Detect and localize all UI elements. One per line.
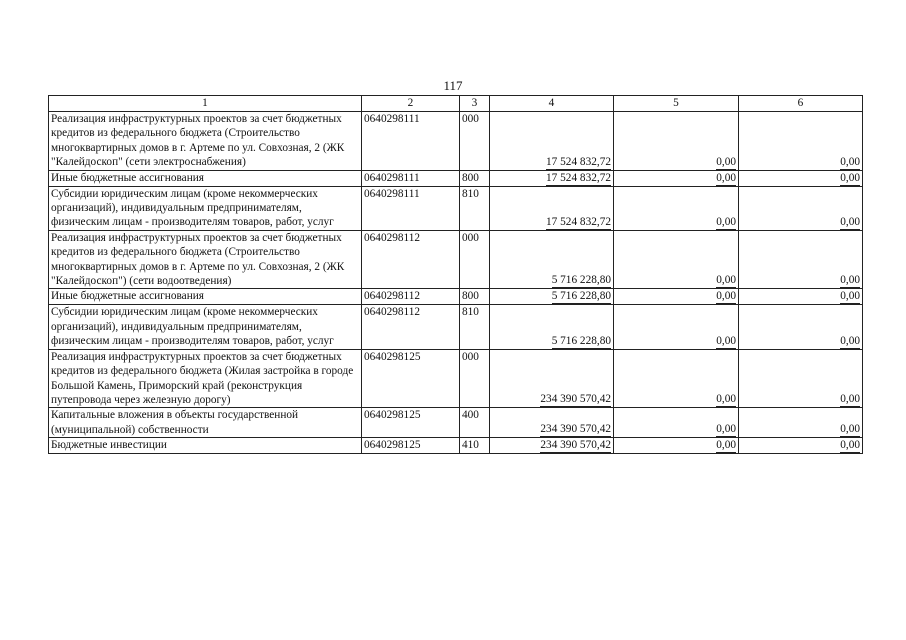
row-code: 0640298125 — [362, 408, 460, 438]
row-name: Реализация инфраструктурных проектов за счет бюджетных кредитов из федерального бюджета (Строительство многоквартирных домов в г. Артеме по ул. Совхозная, 2 (ЖК "Калейдоскоп" (сети электроснабжения) — [49, 112, 362, 171]
row-expense-type: 800 — [460, 170, 490, 186]
row-amount-col4 — [490, 289, 614, 305]
row-name: Реализация инфраструктурных проектов за счет бюджетных кредитов из федерального бюджета (Строительство многоквартирных домов в г. Артеме по ул. Совхозная, 2 (ЖК "Калейдоскоп") (сети водоотведения) — [49, 230, 362, 289]
row-amount-col6 — [739, 349, 863, 408]
table-row — [49, 289, 863, 305]
row-amount-col5-value: 0,00 — [716, 423, 736, 436]
row-amount-col5 — [614, 349, 739, 408]
row-amount-col5 — [614, 186, 739, 230]
row-expense-type: 000 — [460, 349, 490, 408]
table-row — [49, 230, 863, 289]
row-amount-col4 — [490, 349, 614, 408]
row-amount-col5 — [614, 230, 739, 289]
row-amount-col4-value: 5 716 228,80 — [551, 290, 611, 303]
column-header-row — [49, 96, 863, 112]
row-amount-col6 — [739, 186, 863, 230]
row-amount-col4-value: 17 524 832,72 — [546, 215, 611, 228]
column-header: 6 — [739, 96, 863, 112]
budget-table-body — [49, 96, 863, 454]
row-expense-type: 810 — [460, 186, 490, 230]
row-code: 0640298125 — [362, 438, 460, 454]
column-header: 4 — [490, 96, 614, 112]
table-row — [49, 349, 863, 408]
row-amount-col4 — [490, 112, 614, 171]
row-name: Иные бюджетные ассигнования — [49, 289, 362, 305]
row-code: 0640298112 — [362, 305, 460, 349]
row-amount-col5-value: 0,00 — [716, 393, 736, 406]
row-amount-col6-value: 0,00 — [840, 155, 860, 168]
table-row — [49, 305, 863, 349]
row-code: 0640298112 — [362, 289, 460, 305]
row-amount-col6-value: 0,00 — [840, 439, 860, 452]
row-amount-col5-value: 0,00 — [716, 155, 736, 168]
row-code: 0640298125 — [362, 349, 460, 408]
table-row — [49, 170, 863, 186]
row-name: Субсидии юридическим лицам (кроме некоммерческих организаций), индивидуальным предпринимателям, физическим лицам - производителям товаров, работ, услуг — [49, 305, 362, 349]
row-amount-col6 — [739, 112, 863, 171]
row-name: Капитальные вложения в объекты государственной (муниципальной) собственности — [49, 408, 362, 438]
row-amount-col5-value: 0,00 — [716, 171, 736, 184]
row-name: Иные бюджетные ассигнования — [49, 170, 362, 186]
row-amount-col6-value: 0,00 — [840, 171, 860, 184]
row-amount-col5-value: 0,00 — [716, 274, 736, 287]
row-code: 0640298111 — [362, 170, 460, 186]
row-expense-type: 410 — [460, 438, 490, 454]
row-amount-col4 — [490, 305, 614, 349]
row-amount-col4-value: 234 390 570,42 — [540, 439, 611, 452]
row-expense-type: 400 — [460, 408, 490, 438]
column-header: 5 — [614, 96, 739, 112]
row-amount-col6 — [739, 408, 863, 438]
row-amount-col5 — [614, 438, 739, 454]
row-amount-col6 — [739, 438, 863, 454]
row-expense-type: 000 — [460, 230, 490, 289]
row-expense-type: 800 — [460, 289, 490, 305]
row-amount-col4-value: 5 716 228,80 — [551, 334, 611, 347]
row-amount-col5 — [614, 408, 739, 438]
row-amount-col4 — [490, 170, 614, 186]
row-amount-col5-value: 0,00 — [716, 439, 736, 452]
row-amount-col4 — [490, 186, 614, 230]
row-amount-col6-value: 0,00 — [840, 274, 860, 287]
column-header: 3 — [460, 96, 490, 112]
table-row — [49, 408, 863, 438]
row-amount-col6-value: 0,00 — [840, 393, 860, 406]
budget-table — [48, 95, 863, 454]
row-amount-col5 — [614, 170, 739, 186]
page-number: 117 — [443, 78, 463, 93]
row-amount-col5 — [614, 305, 739, 349]
row-expense-type: 000 — [460, 112, 490, 171]
row-name: Субсидии юридическим лицам (кроме некоммерческих организаций), индивидуальным предпринимателям, физическим лицам - производителям товаров, работ, услуг — [49, 186, 362, 230]
row-amount-col4-value: 5 716 228,80 — [551, 274, 611, 287]
row-amount-col6-value: 0,00 — [840, 423, 860, 436]
column-header: 2 — [362, 96, 460, 112]
table-row — [49, 186, 863, 230]
row-amount-col4 — [490, 438, 614, 454]
row-name: Реализация инфраструктурных проектов за счет бюджетных кредитов из федерального бюджета (Жилая застройка в городе Большой Камень, Приморский край (реконструкция путепровода через железную дорогу) — [49, 349, 362, 408]
row-name: Бюджетные инвестиции — [49, 438, 362, 454]
row-code: 0640298111 — [362, 186, 460, 230]
row-amount-col5-value: 0,00 — [716, 290, 736, 303]
row-amount-col5 — [614, 112, 739, 171]
row-amount-col6-value: 0,00 — [840, 290, 860, 303]
row-amount-col4 — [490, 408, 614, 438]
row-amount-col5 — [614, 289, 739, 305]
table-row — [49, 438, 863, 454]
row-amount-col6 — [739, 230, 863, 289]
row-expense-type: 810 — [460, 305, 490, 349]
row-amount-col5-value: 0,00 — [716, 334, 736, 347]
row-amount-col4 — [490, 230, 614, 289]
row-amount-col6-value: 0,00 — [840, 334, 860, 347]
row-amount-col4-value: 17 524 832,72 — [546, 171, 611, 184]
row-amount-col6 — [739, 305, 863, 349]
row-code: 0640298111 — [362, 112, 460, 171]
row-amount-col6 — [739, 289, 863, 305]
table-row — [49, 112, 863, 171]
row-amount-col4-value: 17 524 832,72 — [546, 155, 611, 168]
row-code: 0640298112 — [362, 230, 460, 289]
row-amount-col4-value: 234 390 570,42 — [540, 423, 611, 436]
row-amount-col5-value: 0,00 — [716, 215, 736, 228]
row-amount-col4-value: 234 390 570,42 — [540, 393, 611, 406]
row-amount-col6 — [739, 170, 863, 186]
column-header: 1 — [49, 96, 362, 112]
row-amount-col6-value: 0,00 — [840, 215, 860, 228]
